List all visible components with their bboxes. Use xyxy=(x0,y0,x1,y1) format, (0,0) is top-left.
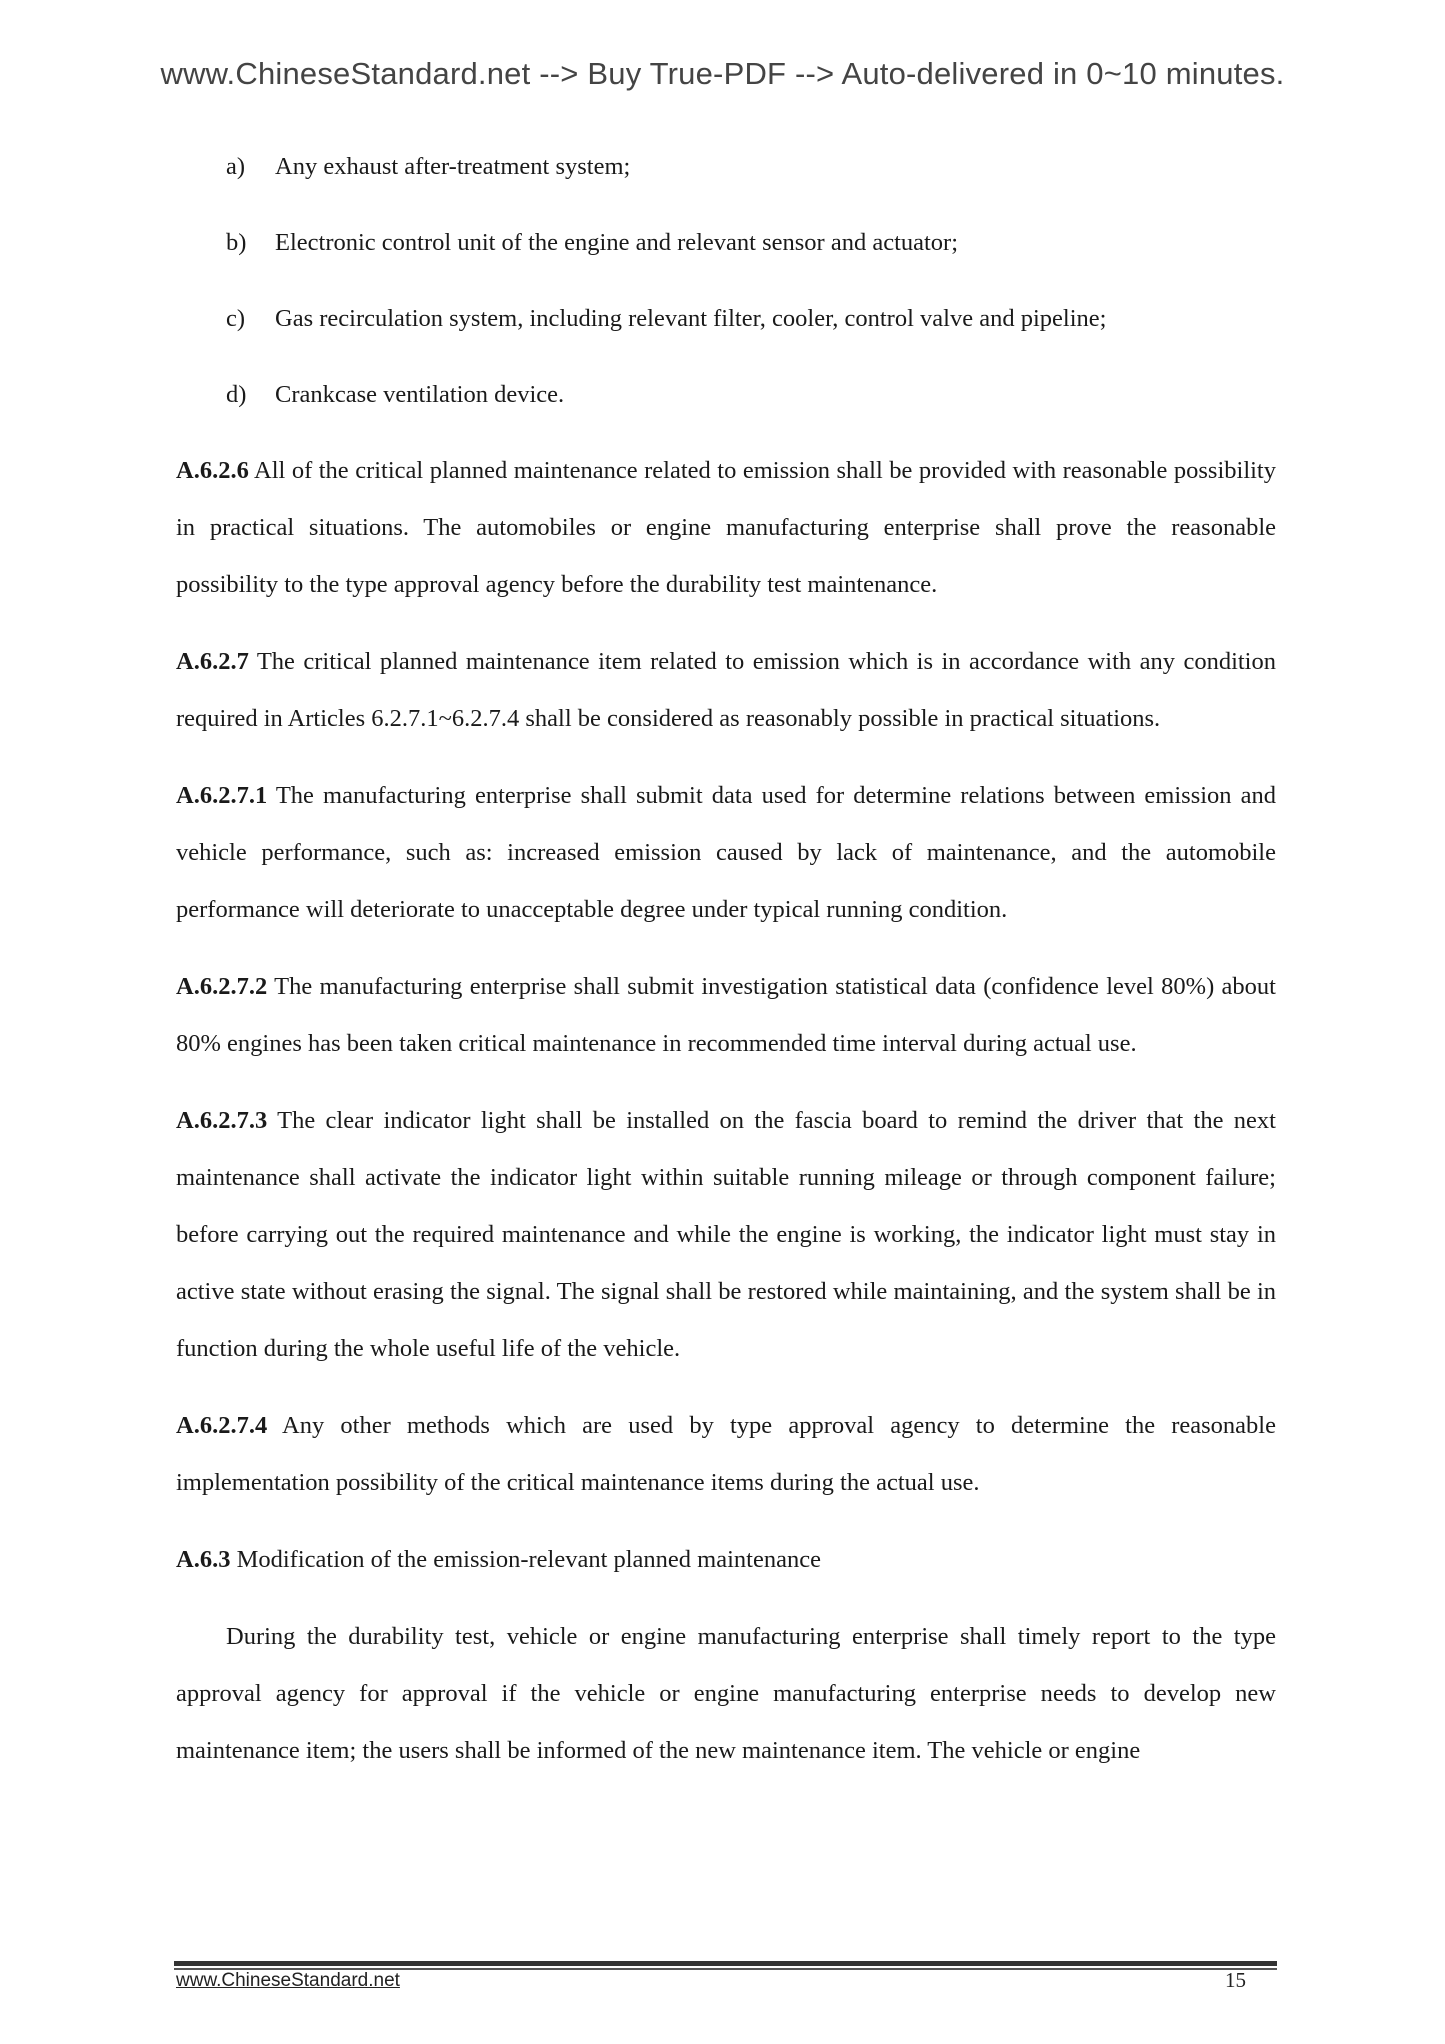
clause-a-6-2-7-3 xyxy=(176,1092,1276,1377)
clause-number: A.6.2.7.2 xyxy=(176,973,268,1000)
list-marker: d) xyxy=(226,381,247,408)
clause-number: A.6.2.7 xyxy=(176,648,249,675)
clause-text: All of the critical planned maintenance related to emission shall be provided with reasonable possibility in practical situations. The automobiles or engine manufacturing enterprise shall prove the reasonable possibility to the type approval agency before the durability test maintenance. xyxy=(176,457,1276,598)
clause-number: A.6.2.7.3 xyxy=(176,1107,268,1134)
list-marker: c) xyxy=(226,305,246,332)
clause-number: A.6.2.6 xyxy=(176,457,249,484)
clause-a-6-2-7-4 xyxy=(176,1397,1276,1511)
clause-number: A.6.2.7.4 xyxy=(176,1412,268,1439)
header-banner: www.ChineseStandard.net --> Buy True-PDF --> Auto-delivered in 0~10 minutes. xyxy=(160,56,1285,91)
list-item-text: Gas recirculation system, including relevant filter, cooler, control valve and pipeline; xyxy=(275,305,1107,332)
clause-text: The manufacturing enterprise shall submit investigation statistical data (confidence level 80%) about 80% engines has been taken critical maintenance in recommended time interval during actual use. xyxy=(176,973,1276,1057)
document-body xyxy=(176,138,1276,1799)
list-item xyxy=(176,214,1276,271)
clause-text: Modification of the emission-relevant planned maintenance xyxy=(230,1546,821,1573)
clause-text: The manufacturing enterprise shall submit data used for determine relations between emission and vehicle performance, such as: increased emission caused by lack of maintenance, and the automobile performance will deteriorate to unacceptable degree under typical running condition. xyxy=(176,782,1276,923)
clause-a-6-2-7-2 xyxy=(176,958,1276,1072)
list-item xyxy=(176,138,1276,195)
clause-number: A.6.2.7.1 xyxy=(176,782,268,809)
list-item xyxy=(176,290,1276,347)
list-item-text: Any exhaust after-treatment system; xyxy=(275,153,631,180)
footer-divider xyxy=(174,1961,1277,1966)
closing-paragraph: During the durability test, vehicle or engine manufacturing enterprise shall timely report to the type approval agency for approval if the vehicle or engine manufacturing enterprise needs to develop new maintenance item; the users shall be informed of the new maintenance item. The vehicle or engine xyxy=(176,1623,1276,1764)
clause-text: The critical planned maintenance item related to emission which is in accordance with any condition required in Articles 6.2.7.1~6.2.7.4 shall be considered as reasonably possible in practical situations. xyxy=(176,648,1276,732)
list-item-text: Electronic control unit of the engine and relevant sensor and actuator; xyxy=(275,229,959,256)
page-number: 15 xyxy=(1225,1968,1246,1992)
list-item-text: Crankcase ventilation device. xyxy=(275,381,565,408)
list-marker: b) xyxy=(226,229,247,256)
clause-a-6-2-7 xyxy=(176,633,1276,747)
list-item xyxy=(176,366,1276,423)
clause-text: The clear indicator light shall be installed on the fascia board to remind the driver that the next maintenance shall activate the indicator light within suitable running mileage or through component failure; before carrying out the required maintenance and while the engine is working, the indicator light must stay in active state without erasing the signal. The signal shall be restored while maintaining, and the system shall be in function during the whole useful life of the vehicle. xyxy=(176,1107,1276,1362)
clause-a-6-2-6 xyxy=(176,442,1276,613)
list-marker: a) xyxy=(226,153,246,180)
clause-text: Any other methods which are used by type approval agency to determine the reasonable implementation possibility of the critical maintenance items during the actual use. xyxy=(176,1412,1276,1496)
clause-a-6-3 xyxy=(176,1531,1276,1588)
footer-website-link[interactable]: www.ChineseStandard.net xyxy=(176,1970,400,1991)
clause-number: A.6.3 xyxy=(176,1546,231,1573)
clause-a-6-2-7-1 xyxy=(176,767,1276,938)
